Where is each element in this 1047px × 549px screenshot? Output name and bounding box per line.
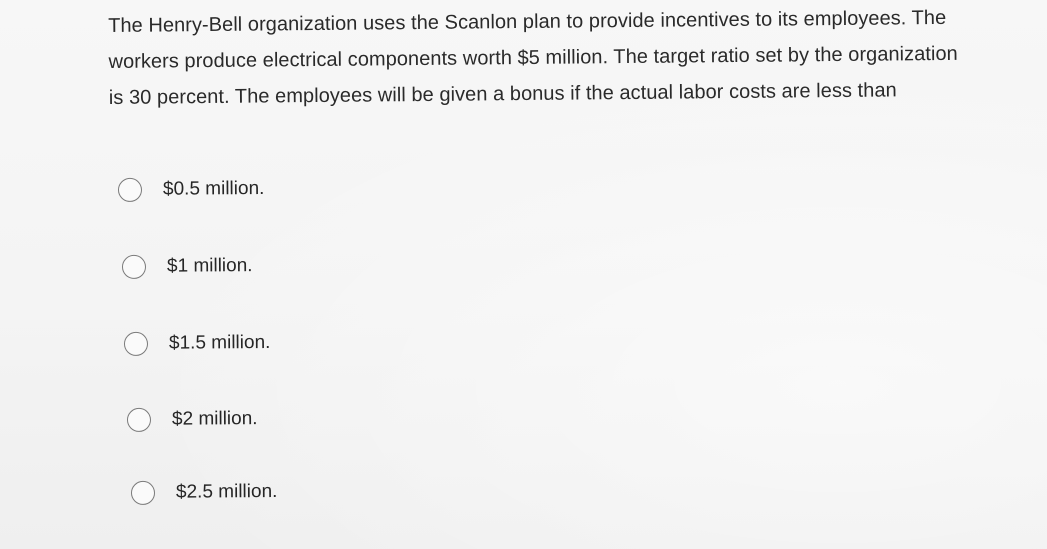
answer-option-label: $2 million.: [171, 408, 258, 430]
radio-button-icon[interactable]: [127, 408, 151, 432]
answer-option[interactable]: [124, 331, 271, 356]
radio-button-icon[interactable]: [122, 255, 146, 279]
radio-button-icon[interactable]: [124, 332, 148, 356]
radio-button-icon[interactable]: [131, 481, 155, 505]
answer-option-label: $1 million.: [166, 255, 253, 277]
answer-option[interactable]: [127, 407, 258, 432]
answer-option[interactable]: [118, 177, 265, 202]
answer-option-label: $1.5 million.: [168, 331, 271, 354]
question-text: The Henry-Bell organization uses the Scanlon plan to provide incentives to its employees. The workers produce electrical components worth $5 million. The target ratio set by the organization is 30 percent. The employees will be given a bonus if the actual labor costs are less than: [108, 6, 958, 109]
answer-option[interactable]: [131, 480, 278, 505]
answer-option-label: $2.5 million.: [175, 480, 278, 503]
answer-option-label: $0.5 million.: [162, 177, 265, 200]
radio-button-icon[interactable]: [118, 178, 142, 202]
answer-option[interactable]: [122, 254, 253, 279]
